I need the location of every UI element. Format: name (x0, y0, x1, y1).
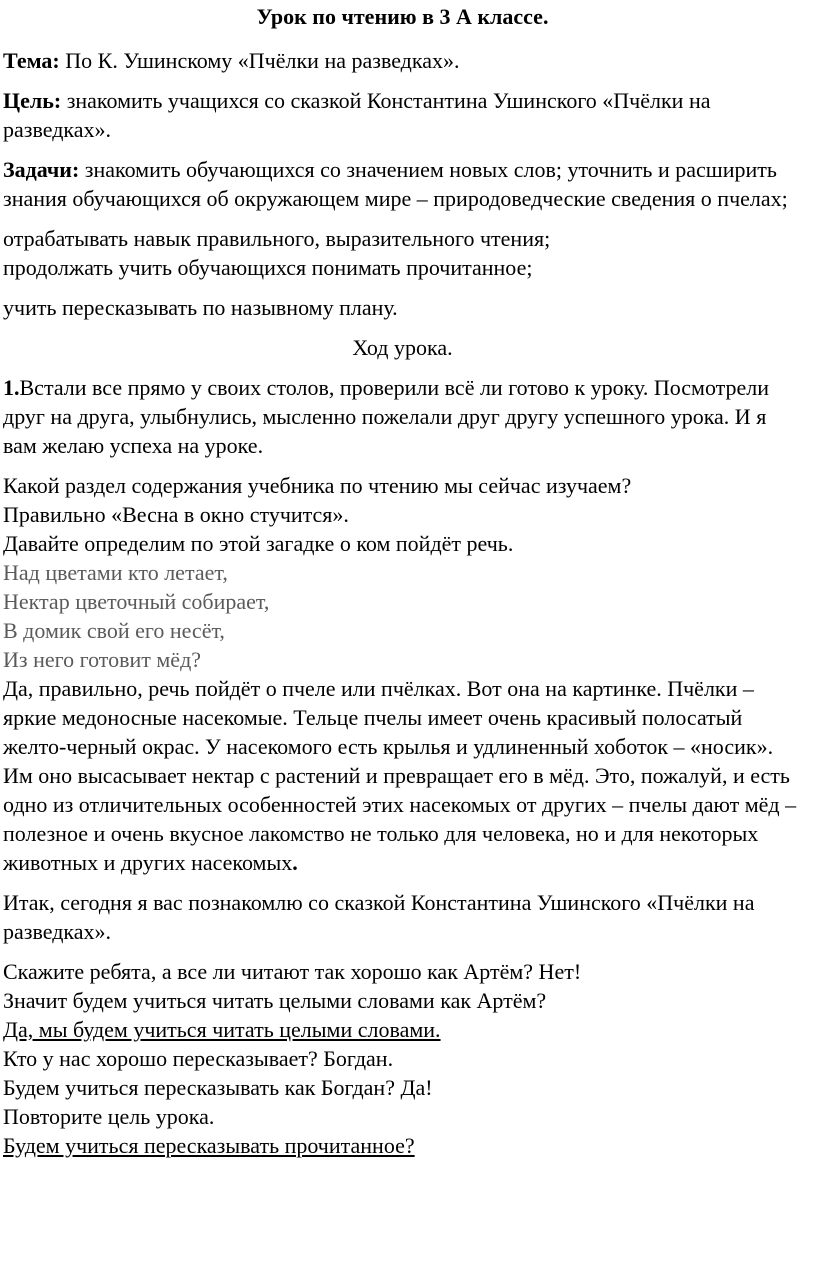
question-line: Правильно «Весна в окно стучится». (3, 502, 349, 527)
dialogue-block (3, 957, 802, 1160)
riddle-line: Нектар цветочный собирает, (3, 589, 270, 614)
question-line: Давайте определим по этой загадке о ком пойдёт речь. (3, 531, 514, 556)
dialogue-line: Значит будем учиться читать целыми словами как Артём? (3, 988, 547, 1013)
bees-paragraph (3, 674, 802, 877)
dialogue-line-underlined: Будем учиться пересказывать прочитанное? (3, 1133, 415, 1158)
step-1-number: 1. (3, 375, 20, 400)
task-item: учить пересказывать по назывному плану. (3, 295, 398, 320)
goal-text: знакомить учащихся со сказкой Константина Ушинского «Пчёлки на разведках». (3, 88, 711, 142)
topic-line (3, 46, 802, 75)
bees-paragraph-text: Да, правильно, речь пойдёт о пчеле или пчёлках. Вот она на картинке. Пчёлки – яркие медоносные насекомые. Тельце пчелы имеет очень красивый полосатый желто-черный окрас. У насекомого есть крылья и удлиненный хоботок – «носик». Им оно высасывает нектар с растений и превращает его в мёд. Это, пожалуй, и есть одно из отличительных особенностей этих насекомых от других – пчелы дают мёд – полезное и очень вкусное лакомство не только для человека, но и для некоторых животных и других насекомых (3, 676, 797, 875)
tasks-label: Задачи: (3, 157, 80, 182)
dialogue-line: Скажите ребята, а все ли читают так хорошо как Артём? Нет! (3, 959, 582, 984)
riddle-line: Из него готовит мёд? (3, 647, 202, 672)
task-item: продолжать учить обучающихся понимать прочитанное; (3, 255, 533, 280)
topic-label: Тема: (3, 48, 60, 73)
step-1 (3, 373, 802, 460)
topic-text: По К. Ушинскому «Пчёлки на разведках». (59, 48, 460, 73)
riddle-line: Над цветами кто летает, (3, 560, 228, 585)
dialogue-line-underlined: Да, мы будем учиться читать целыми словами. (3, 1017, 441, 1042)
question-line: Какой раздел содержания учебника по чтению мы сейчас изучаем? (3, 473, 632, 498)
goal-label: Цель: (3, 88, 62, 113)
tasks-line (3, 155, 802, 213)
document-title: Урок по чтению в 3 А классе. (256, 4, 549, 29)
riddle-line: В домик свой его несёт, (3, 618, 225, 643)
dialogue-line: Кто у нас хорошо пересказывает? Богдан. (3, 1046, 394, 1071)
lesson-heading: Ход урока. (352, 335, 453, 360)
dialogue-line: Будем учиться пересказывать как Богдан? Да! (3, 1075, 433, 1100)
bees-paragraph-end: . (292, 850, 298, 875)
goal-line (3, 86, 802, 144)
task-item: отрабатывать навык правильного, выразительного чтения; (3, 226, 551, 251)
step-1-text: Встали все прямо у своих столов, проверили всё ли готово к уроку. Посмотрели друг на друга, улыбнулись, мысленно пожелали друг другу успешного урока. И я вам желаю успеха на уроке. (3, 375, 770, 458)
tasks-text: знакомить обучающихся со значением новых слов; уточнить и расширить знания обучающихся об окружающем мире – природоведческие сведения о пчелах; (3, 157, 788, 211)
intro-paragraph: Итак, сегодня я вас познакомлю со сказкой Константина Ушинского «Пчёлки на разведках». (3, 890, 755, 944)
dialogue-line: Повторите цель урока. (3, 1104, 215, 1129)
